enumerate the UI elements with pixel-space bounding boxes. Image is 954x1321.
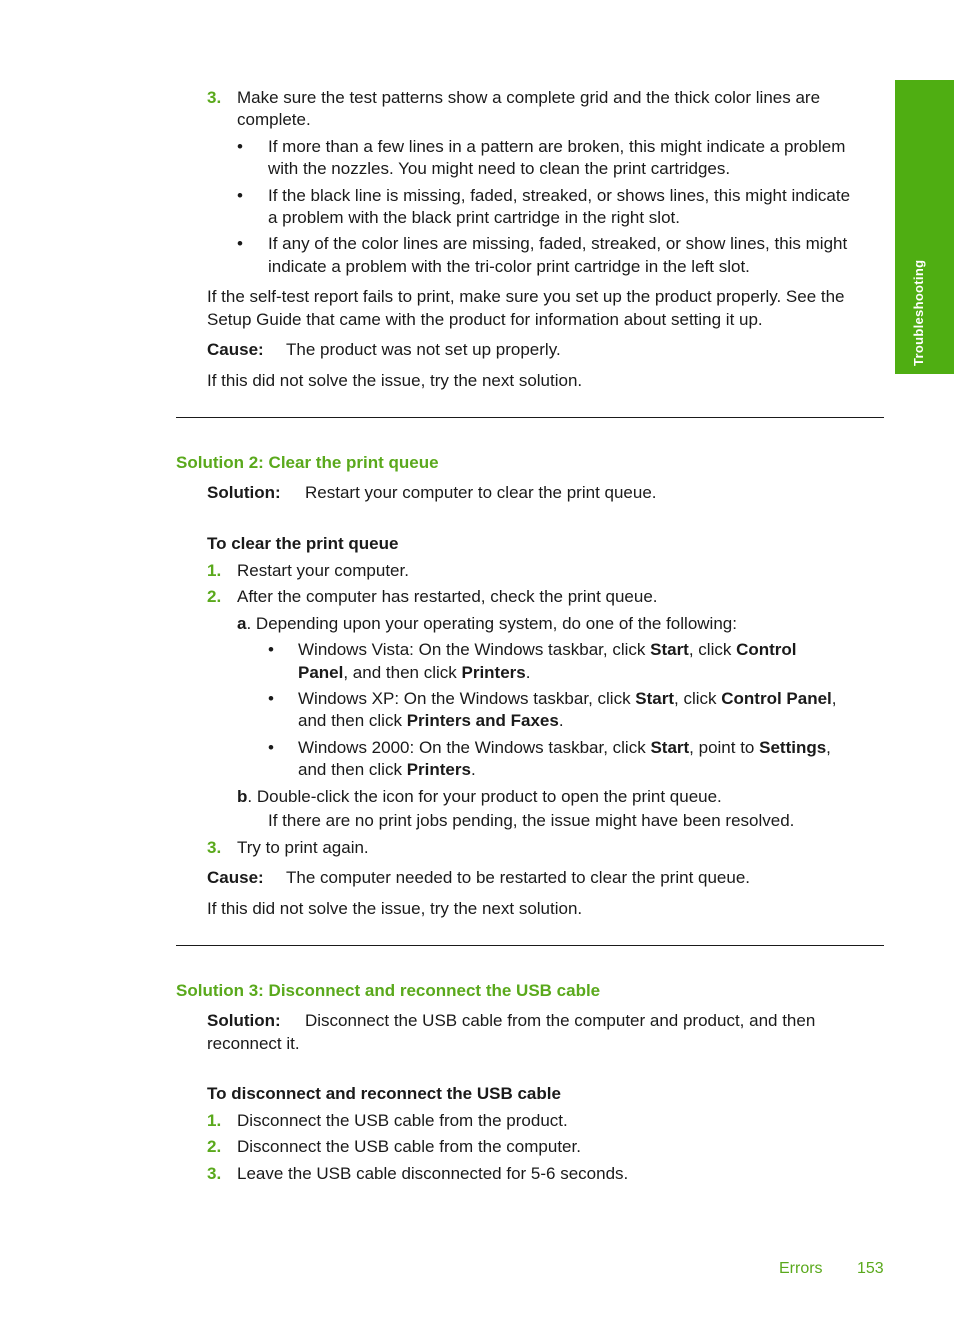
solution-label: Solution: bbox=[207, 1011, 281, 1030]
bullet: • bbox=[237, 137, 243, 156]
bullet: • bbox=[268, 640, 274, 659]
solution-label: Solution: bbox=[207, 483, 281, 502]
step-text: Disconnect the USB cable from the computer. bbox=[237, 1137, 581, 1156]
os-text: , bbox=[826, 738, 831, 757]
os-bold: Start bbox=[650, 640, 689, 659]
os-bold: Start bbox=[635, 689, 675, 708]
substep-note: If there are no print jobs pending, the issue might have been resolved. bbox=[268, 811, 795, 830]
substep-a bbox=[237, 612, 737, 635]
solution-text: reconnect it. bbox=[207, 1034, 300, 1053]
os-bold: Panel bbox=[298, 663, 344, 682]
os-text: . bbox=[558, 711, 564, 730]
bullet: • bbox=[237, 234, 243, 253]
os-text: , click bbox=[674, 689, 722, 708]
substep-b bbox=[237, 785, 722, 808]
os-2000-line2 bbox=[298, 758, 476, 781]
substep-text: . Depending upon your operating system, do one of the following: bbox=[246, 614, 737, 633]
bullet: • bbox=[268, 689, 274, 708]
os-xp bbox=[298, 687, 837, 710]
os-text: and then click bbox=[298, 711, 407, 730]
footer-section: Errors bbox=[779, 1260, 823, 1277]
procedure-heading: To clear the print queue bbox=[207, 534, 399, 553]
os-bold: Printers bbox=[461, 663, 526, 682]
step-text: Restart your computer. bbox=[237, 561, 409, 580]
step-text: Leave the USB cable disconnected for 5-6 seconds. bbox=[237, 1164, 629, 1183]
cause-text: The product was not set up properly. bbox=[286, 340, 561, 359]
os-vista bbox=[298, 638, 797, 661]
next-solution-text: If this did not solve the issue, try the next solution. bbox=[207, 371, 583, 390]
cause-label: Cause: bbox=[207, 340, 264, 359]
step-text: complete. bbox=[237, 110, 311, 129]
page-number: 153 bbox=[857, 1260, 884, 1277]
os-xp-line2 bbox=[298, 709, 564, 732]
bullet-text: a problem with the black print cartridge in the right slot. bbox=[268, 208, 680, 227]
os-bold: Printers and Faxes bbox=[406, 711, 559, 730]
step-text: After the computer has restarted, check the print queue. bbox=[237, 587, 658, 606]
side-tab-label: Troubleshooting bbox=[911, 259, 926, 366]
step-number: 1. bbox=[207, 561, 222, 580]
step-number: 2. bbox=[207, 587, 222, 606]
os-text: , point to bbox=[689, 738, 760, 757]
os-bold: Control Panel bbox=[721, 689, 832, 708]
bullet-text: If any of the color lines are missing, faded, streaked, or show lines, this might bbox=[268, 234, 848, 253]
os-text: Windows Vista: On the Windows taskbar, click bbox=[298, 640, 651, 659]
os-text: and then click bbox=[298, 760, 407, 779]
os-text: Windows 2000: On the Windows taskbar, click bbox=[298, 738, 651, 757]
os-text: , and then click bbox=[343, 663, 462, 682]
os-text: Windows XP: On the Windows taskbar, click bbox=[298, 689, 636, 708]
os-text: , click bbox=[688, 640, 737, 659]
step-text: Make sure the test patterns show a complete grid and the thick color lines are bbox=[237, 88, 821, 107]
bullet: • bbox=[268, 738, 274, 757]
substep-letter: a bbox=[237, 614, 247, 633]
substep-letter: b bbox=[237, 787, 248, 806]
os-vista-line2 bbox=[298, 661, 530, 684]
step-number: 3. bbox=[207, 1164, 222, 1183]
bullet-text: indicate a problem with the tri-color print cartridge in the left slot. bbox=[268, 257, 750, 276]
os-2000 bbox=[298, 736, 831, 759]
substep-text: . Double-click the icon for your product to open the print queue. bbox=[247, 787, 722, 806]
os-bold: Control bbox=[736, 640, 797, 659]
step-number: 3. bbox=[207, 838, 222, 857]
next-solution-text: If this did not solve the issue, try the next solution. bbox=[207, 899, 583, 918]
solution-text: Disconnect the USB cable from the computer and product, and then bbox=[305, 1011, 816, 1030]
paragraph: Setup Guide that came with the product for information about setting it up. bbox=[207, 310, 763, 329]
solution-text: Restart your computer to clear the print queue. bbox=[305, 483, 657, 502]
bullet-text: with the nozzles. You might need to clean the print cartridges. bbox=[268, 159, 731, 178]
os-text: . bbox=[525, 663, 531, 682]
os-bold: Start bbox=[650, 738, 690, 757]
procedure-heading: To disconnect and reconnect the USB cable bbox=[207, 1084, 561, 1103]
section-divider bbox=[176, 945, 884, 946]
bullet-text: If the black line is missing, faded, streaked, or shows lines, this might indicate bbox=[268, 186, 851, 205]
os-bold: Printers bbox=[406, 760, 471, 779]
section-divider bbox=[176, 417, 884, 418]
cause-label: Cause: bbox=[207, 868, 264, 887]
step-number: 2. bbox=[207, 1137, 222, 1156]
paragraph: If the self-test report fails to print, make sure you set up the product properly. See the bbox=[207, 287, 845, 306]
step-number: 1. bbox=[207, 1111, 222, 1130]
step-number: 3. bbox=[207, 88, 222, 107]
os-text: . bbox=[470, 760, 476, 779]
step-text: Disconnect the USB cable from the product. bbox=[237, 1111, 568, 1130]
step-text: Try to print again. bbox=[237, 838, 369, 857]
os-text: , bbox=[831, 689, 837, 708]
bullet: • bbox=[237, 186, 243, 205]
cause-text: The computer needed to be restarted to clear the print queue. bbox=[286, 868, 751, 887]
os-bold: Settings bbox=[759, 738, 827, 757]
bullet-text: If more than a few lines in a pattern are broken, this might indicate a problem bbox=[268, 137, 846, 156]
section-heading: Solution 2: Clear the print queue bbox=[176, 453, 439, 472]
section-heading: Solution 3: Disconnect and reconnect the USB cable bbox=[176, 981, 601, 1000]
